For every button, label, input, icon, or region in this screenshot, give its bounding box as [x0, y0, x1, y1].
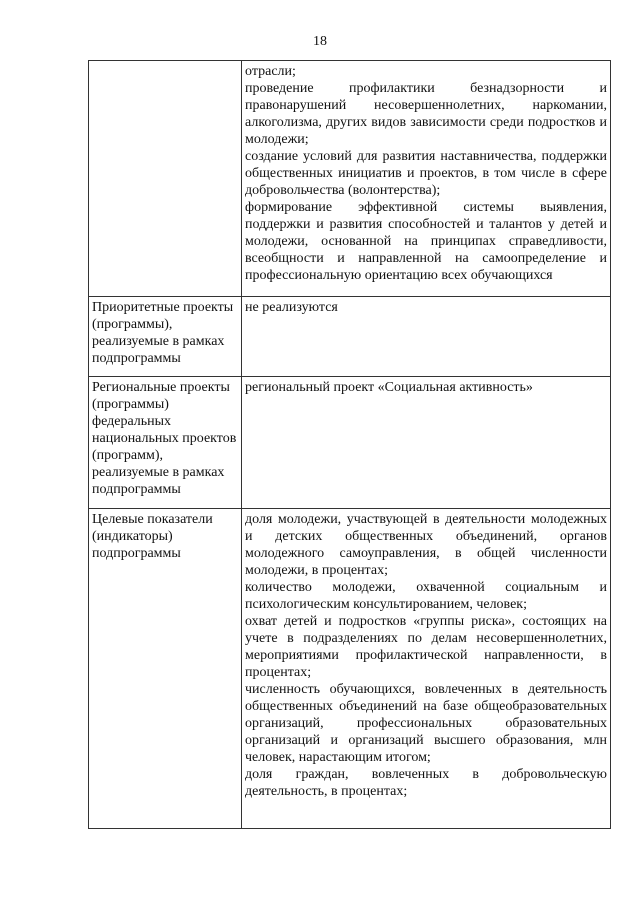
content-paragraph: доля граждан, вовлеченных в добровольческую деятельность, в процентах; [245, 767, 607, 799]
row-label-target-indicators: Целевые показатели (индикаторы) подпрограммы [89, 509, 242, 829]
content-paragraph: количество молодежи, охваченной социальным и психологическим консультированием, человек; [245, 580, 607, 612]
content-paragraph: охват детей и подростков «группы риска», состоящих на учете в подразделениях по делам несовершеннолетних, мероприятиями профилактической направленности, в процентах; [245, 614, 607, 680]
table-row [89, 297, 611, 377]
row-label-empty [89, 61, 242, 297]
content-paragraph: создание условий для развития наставничества, поддержки общественных инициатив и проектов, в том числе в сфере добровольчества (волонтерства); [245, 149, 607, 198]
content-paragraph: региональный проект «Социальная активность» [245, 380, 533, 395]
table-row [89, 61, 611, 297]
row-label-regional-projects: Региональные проекты (программы) федеральных национальных проектов (программ), реализуемые в рамках подпрограммы [89, 377, 242, 509]
table-row [89, 377, 611, 509]
row-content [242, 61, 611, 297]
row-content [242, 297, 611, 377]
content-paragraph: проведение профилактики безнадзорности и правонарушений несовершеннолетних, наркомании, алкоголизма, других видов зависимости среди подростков и молодежи; [245, 81, 607, 147]
row-label-priority-projects: Приоритетные проекты (программы), реализуемые в рамках подпрограммы [89, 297, 242, 377]
content-paragraph: отрасли; [245, 64, 296, 79]
row-content [242, 377, 611, 509]
page-number: 18 [313, 34, 327, 49]
table-row [89, 509, 611, 829]
content-paragraph: не реализуются [245, 300, 338, 315]
subprogram-passport-table [88, 60, 611, 829]
row-content [242, 509, 611, 829]
content-paragraph: формирование эффективной системы выявления, поддержки и развития способностей и талантов у детей и молодежи, основанной на принципах справедливости, всеобщности и направленной на самоопределение и профессиональную ориентацию всех обучающихся [245, 200, 607, 283]
content-paragraph: доля молодежи, участвующей в деятельности молодежных и детских общественных объединений, органов молодежного самоуправления, в общей численности молодежи, в процентах; [245, 512, 607, 578]
content-paragraph: численность обучающихся, вовлеченных в деятельность общественных объединений на базе общеобразовательных организаций, профессиональных образовательных организаций и организаций высшего образования, млн человек, нарастающим итогом; [245, 682, 607, 765]
